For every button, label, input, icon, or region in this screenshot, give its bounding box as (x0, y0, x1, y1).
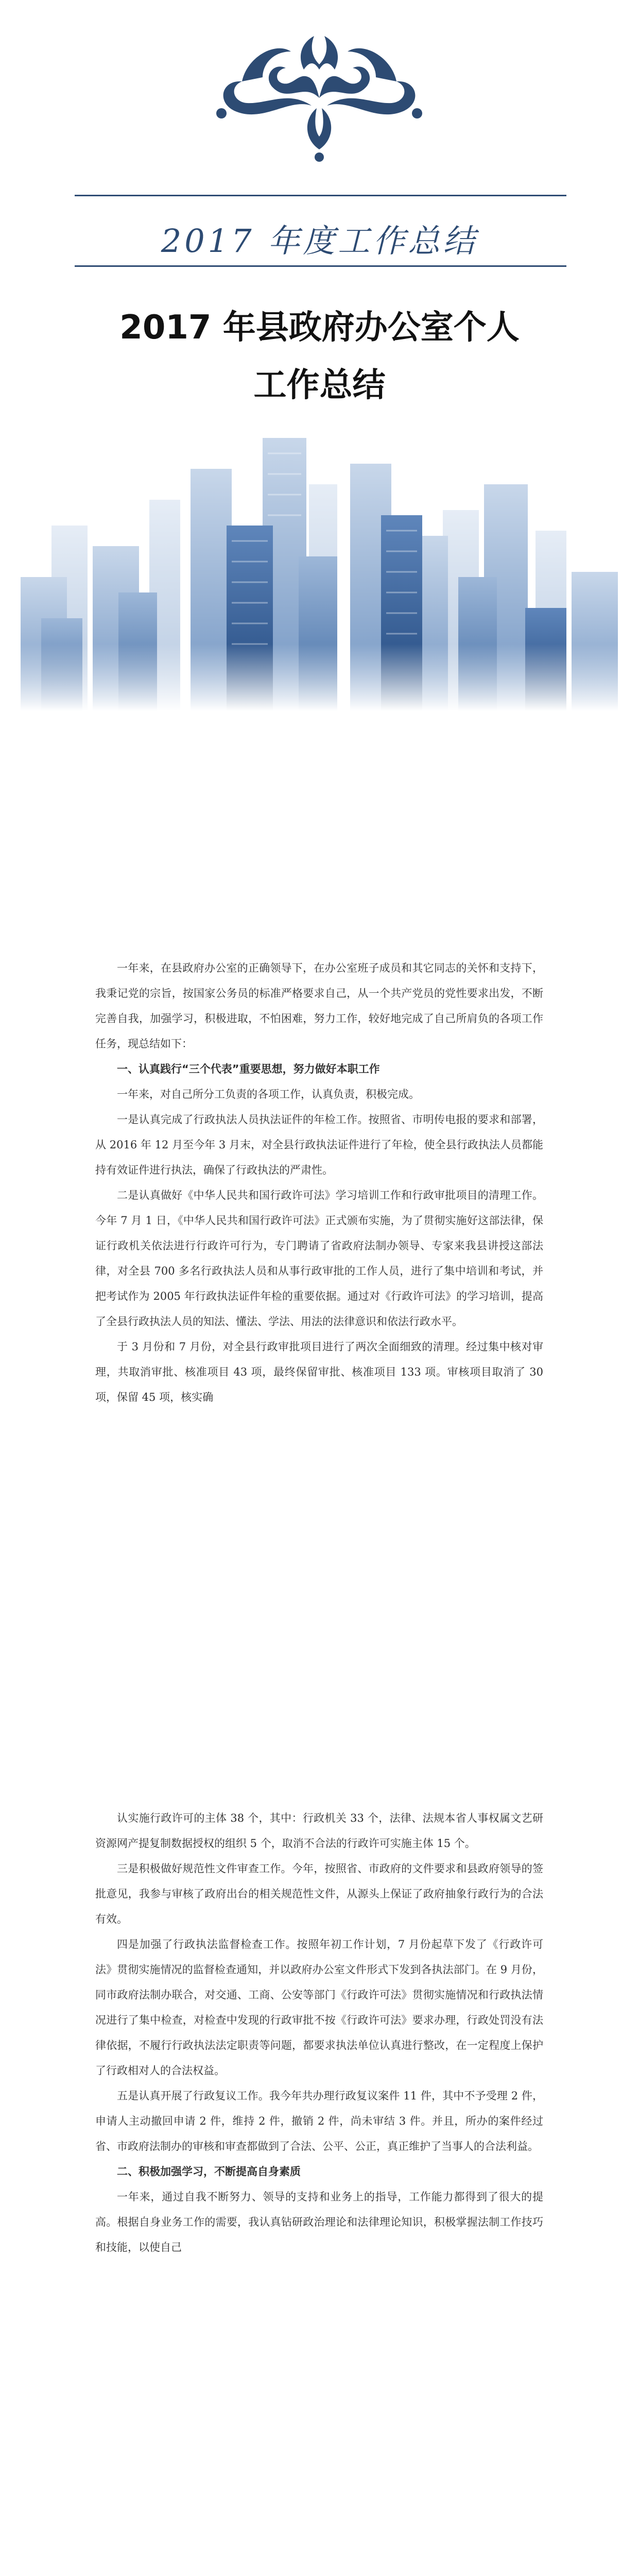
ornament-flourish-icon (185, 21, 453, 170)
paragraph: 三是积极做好规范性文件审查工作。今年，按照省、市政府的文件要求和县政府领导的签批意见，我参与审核了政府出台的相关规范性文件，从源头上保证了政府抽象行政行为的合法有效。 (95, 1862, 543, 1925)
section-heading: 二、积极加强学习，不断提高自身素质 (117, 2165, 301, 2178)
document-title-line1: 2017 年县政府办公室个人 (119, 309, 520, 347)
city-skyline-illustration (21, 422, 618, 711)
section-heading: 一、认真践行“三个代表”重要思想，努力做好本职工作 (117, 1063, 380, 1075)
paragraph: 一年来，在县政府办公室的正确领导下，在办公室班子成员和其它同志的关怀和支持下，我秉记党的宗旨，按国家公务员的标准严格要求自己，从一个共产党员的党性要求出发，不断完善自我，加强学习，积极进取，不怕困难，努力工作，较好地完成了自己所肩负的各项工作任务，现总结如下： (95, 962, 543, 1050)
body-section-1 (95, 956, 543, 1410)
top-rule (75, 195, 566, 196)
document-title (0, 299, 639, 414)
paragraph: 一是认真完成了行政执法人员执法证件的年检工作。按照省、市明传电报的要求和部署，从 2016 年 12 月至今年 3 月末，对全县行政执法证件进行了年检，使全县行政执法人员都能持有效证件进行执法，确保了行政执法的严肃性。 (95, 1113, 543, 1176)
paragraph: 认实施行政许可的主体 38 个，其中：行政机关 33 个，法律、法规本省人事权属文艺研资源网产提复制数据授权的组织 5 个，取消不合法的行政许可实施主体 15 个。 (95, 1812, 543, 1850)
paragraph: 四是加强了行政执法监督检查工作。按照年初工作计划，7 月份起草下发了《行政许可法》贯彻实施情况的监督检查通知，并以政府办公室文件形式下发到各执法部门。在 9 月份，同市政府法制办联合，对交通、工商、公安等部门《行政许可法》贯彻实施情况和行政执法情况进行了集中检查，对检查中发现的行政审批不按《行政许可法》要求办理，行政处罚没有法律依据，不履行行政执法法定职责等问题，都要求执法单位认真进行整改，在一定程度上保护了行政相对人的合法权益。 (95, 1938, 543, 2077)
paragraph: 二是认真做好《中华人民共和国行政许可法》学习培训工作和行政审批项目的清理工作。今年 7 月 1 日，《中华人民共和国行政许可法》正式颁布实施，为了贯彻实施好这部法律，保证行政机关依法进行行政许可行为，专门聘请了省政府法制办领导、专家来我县讲授这部法律，对全县 700 多名行政执法人员和从事行政审批的工作人员，进行了集中培训和考试，并把考试作为 2005 年行政执法证件年检的重要依据。通过对《行政许可法》的学习培训，提高了全县行政执法人员的知法、懂法、学法、用法的法律意识和依法行政水平。 (95, 1189, 543, 1328)
banner-title: 2017 年度工作总结 (161, 222, 478, 260)
body-section-2 (95, 1806, 543, 2260)
bottom-rule (75, 265, 566, 267)
paragraph: 一年来，通过自我不断努力、领导的支持和业务上的指导，工作能力都得到了很大的提高。根据自身业务工作的需要，我认真钻研政治理论和法律理论知识，积极掌握法制工作技巧和技能，以使自己 (95, 2191, 543, 2253)
paragraph: 一年来，对自己所分工负责的各项工作，认真负责，积极完成。 (117, 1088, 420, 1100)
paragraph: 于 3 月份和 7 月份，对全县行政审批项目进行了两次全面细致的清理。经过集中核对审理，共取消审批、核准项目 43 项，最终保留审批、核准项目 133 项。审核项目取消了 30 项，保留 45 项，核实确 (95, 1341, 543, 1403)
paragraph: 五是认真开展了行政复议工作。我今年共办理行政复议案件 11 件，其中不予受理 2 件，申请人主动撤回申请 2 件，维持 2 件，撤销 2 件，尚未审结 3 件。并且，所办的案件经过省、市政府法制办的审核和审查都做到了合法、公平、公正，真正维护了当事人的合法利益。 (95, 2090, 543, 2153)
document-title-line2: 工作总结 (253, 366, 386, 404)
